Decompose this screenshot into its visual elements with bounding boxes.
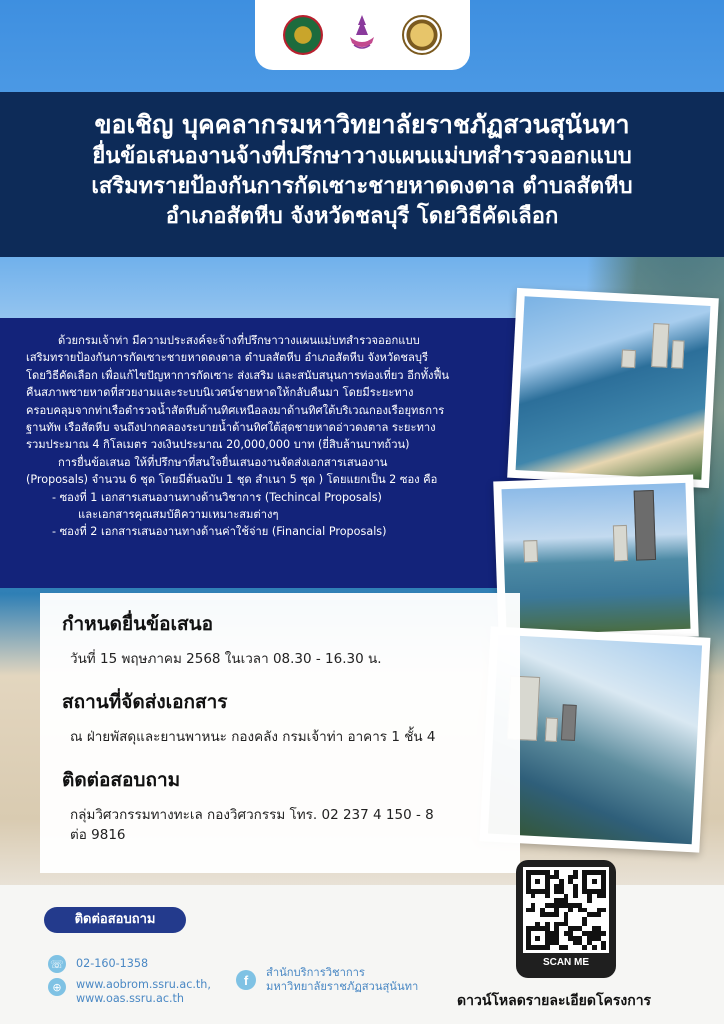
location-text: ณ ฝ่ายพัสดุและยานพาหนะ กองคลัง กรมเจ้าท่า อาคาร 1 ชั้น 4 [70,729,436,745]
info-line: คืนสภาพชายหาดที่สวยงามและระบบนิเวศน์ชายหาดให้กลับคืนมา โดยมีระยะทาง [26,386,414,400]
facebook-icon[interactable]: f [236,970,256,990]
info-line: โดยวิธีคัดเลือก เพื่อแก้ไขปัญหาการกัดเซาะ ส่งเสริม และสนับสนุนการท่องเที่ยว อีกทั้งฟื้น [26,368,450,382]
info-line: (Proposals) จำนวน 6 ชุด โดยมีต้นฉบับ 1 ชุด สำเนา 5 ชุด ) โดยแยกเป็น 2 ซอง คือ [26,473,438,487]
beach-photo-1 [507,288,719,488]
beach-photo-2 [493,475,699,644]
envelope-1-line: และเอกสารคุณสมบัติความเหมาะสมต่างๆ [78,508,279,522]
website-link-2[interactable]: www.oas.ssru.ac.th [76,992,185,1005]
facebook-page[interactable] [266,966,418,994]
phone-row [48,955,148,973]
title-line-1: ขอเชิญ บุคคลากรมหาวิทยาลัยราชภัฏสวนสุนันทา [94,110,630,139]
envelope-1-line: - ซองที่ 1 เอกสารเสนองานทางด้านวิชาการ (Techincal Proposals) [52,490,382,504]
qr-code-icon [523,867,609,953]
info-line: ด้วยกรมเจ้าท่า มีความประสงค์จะจ้างที่ปรึกษาวางแผนแม่บทสำรวจออกแบบ [58,334,420,347]
contact-heading: ติดต่อสอบถาม [62,769,181,791]
announcement-card [0,318,560,588]
phone-number[interactable]: 02-160-1358 [76,957,149,970]
marine-department-seal-icon [402,15,442,55]
logo-bar [255,0,470,70]
ssru-crown-icon [342,15,382,55]
facebook-row [236,966,418,994]
location-heading: สถานที่จัดส่งเอกสาร [62,691,228,713]
title-line-2: ยื่นข้อเสนองานจ้างที่ปรึกษาวางแผนแม่บทสำรวจออกแบบ [92,144,632,169]
download-label: ดาวน์โหลดรายละเอียดโครงการ [457,993,652,1009]
contact-line-2: ต่อ 9816 [70,827,126,843]
phone-icon: ☏ [48,955,66,973]
contact-line-1: กลุ่มวิศวกรรมทางทะเล กองวิศวกรรม โทร. 02 237 4 150 - 8 [70,807,434,823]
scan-me-label: SCAN ME [542,957,590,968]
facebook-line-2: มหาวิทยาลัยราชภัฏสวนสุนันทา [266,980,419,993]
title-line-4: อำเภอสัตหีบ จังหวัดชลบุรี โดยวิธีคัดเลือก [165,204,559,229]
deadline-text: วันที่ 15 พฤษภาคม 2568 ในเวลา 08.30 - 16.30 น. [70,651,382,667]
qr-code[interactable] [516,860,616,978]
title-band [0,92,724,257]
contact-pill: ติดต่อสอบถาม [44,907,186,933]
website-link-1[interactable]: www.aobrom.ssru.ac.th, [76,978,211,991]
deadline-heading: กำหนดยื่นข้อเสนอ [62,613,214,635]
details-panel [40,593,520,873]
info-line: รวมประมาณ 4 กิโลเมตร วงเงินประมาณ 20,000,000 บาท (ยี่สิบล้านบาทถ้วน) [26,438,410,452]
title-line-3: เสริมทรายป้องกันการกัดเซาะชายหาดดงตาล ตำบลสัตหีบ [91,174,633,199]
globe-icon: ⊕ [48,978,66,996]
facebook-line-1: สำนักบริการวิชาการ [266,966,365,979]
university-seal-icon [283,15,323,55]
info-line: ครอบคลุมจากท่าเรือตำรวจน้ำสัตหีบด้านทิศเหนือลงมาด้านทิศใต้บริเวณกองเรือยุทธการ [26,403,445,417]
contact-text [62,805,498,845]
envelope-2-line: - ซองที่ 2 เอกสารเสนองานทางด้านค่าใช้จ่าย (Financial Proposals) [52,525,387,539]
info-line: การยื่นข้อเสนอ ให้ที่ปรึกษาที่สนใจยื่นเสนองานจัดส่งเอกสารเสนองาน [58,455,388,469]
website-links [76,978,211,1006]
info-line: เสริมทรายป้องกันการกัดเซาะชายหาดดงตาล ตำบลสัตหีบ อำเภอสัตหีบ จังหวัดชลบุรี [26,351,428,365]
info-line: ฐานทัพ เรือสัตหีบ จนถึงปากคลองระบายน้ำด้านทิศใต้สุดชายหาดอ่าวดงตาล ระยะทาง [26,421,436,435]
website-row [48,978,211,1006]
